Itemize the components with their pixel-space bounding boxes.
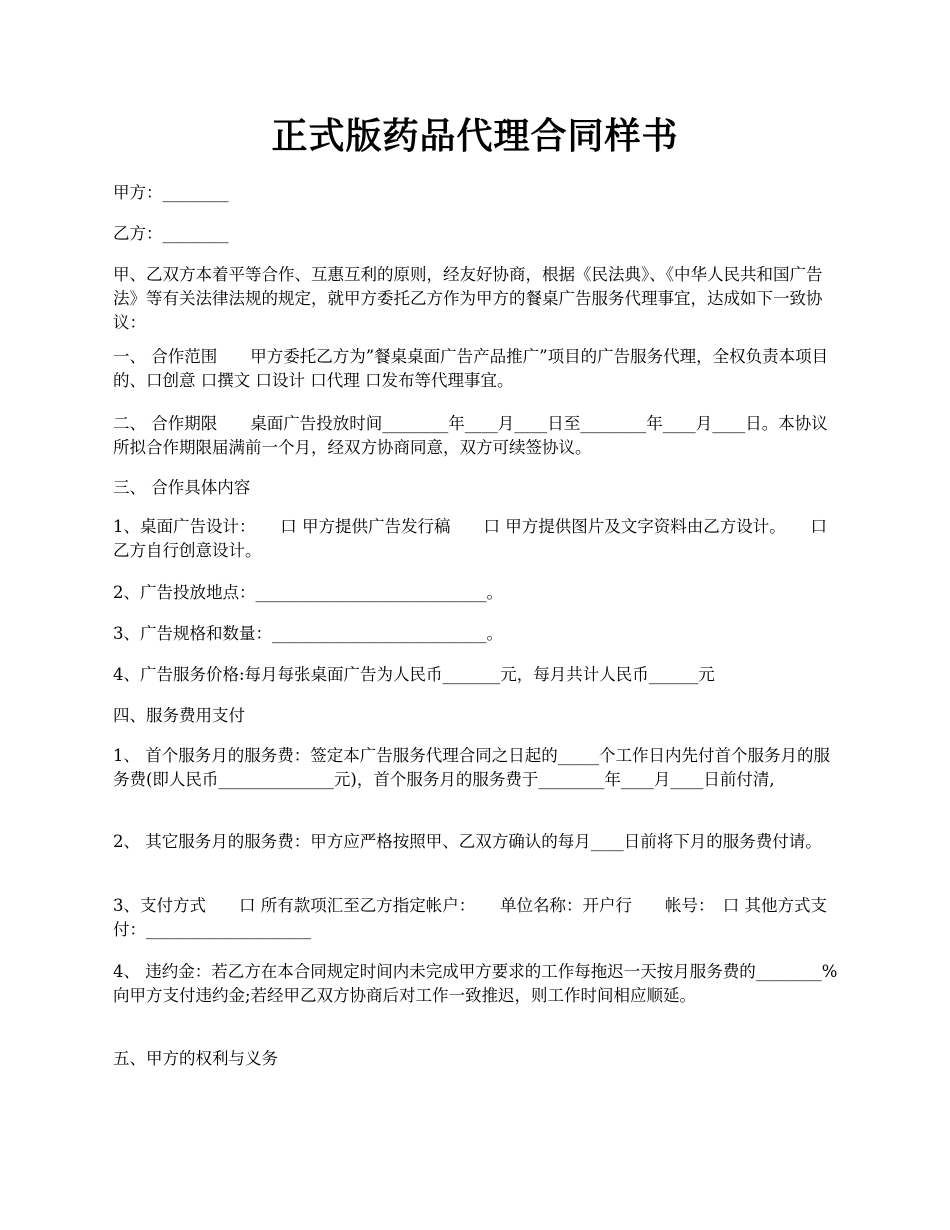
section-4-heading: 四、服务费用支付 <box>113 706 245 725</box>
section-4-item-1: 1、 首个服务月的服务费：签定本广告服务代理合同之日起的_____个工作日内先付首个服务月的服务费(即人民币______________元)，首个服务月的服务费于________年____月____日前付清, <box>113 746 830 789</box>
section-3-heading: 三、 合作具体内容 <box>113 478 251 497</box>
section-3-item-3: 3、广告规格和数量：__________________________。 <box>113 624 503 643</box>
section-4-item-2: 2、 其它服务月的服务费：甲方应严格按照甲、乙双方确认的每月____日前将下月的服务费付请。 <box>113 832 822 851</box>
intro-paragraph: 甲、乙双方本着平等合作、互惠互利的原则，经友好协商，根据《民法典》、《中华人民共和国广告法》等有关法律法规的规定，就甲方委托乙方作为甲方的餐桌广告服务代理事宜，达成如下一致协议： <box>113 265 823 332</box>
section-4-item-4: 4、 违约金：若乙方在本合同规定时间内未完成甲方要求的工作每拖迟一天按月服务费的________%向甲方支付违约金;若经甲乙双方协商后对工作一致推迟，则工作时间相应顺延。 <box>113 962 838 1005</box>
document-title: 正式版药品代理合同样书 <box>271 115 679 157</box>
party-b-line: 乙方：________ <box>113 224 229 243</box>
section-5-heading: 五、甲方的权利与义务 <box>113 1049 278 1068</box>
party-a-line: 甲方：________ <box>113 183 229 202</box>
section-2-term: 二、 合作期限 桌面广告投放时间________年____月____日至________年____月____日。本协议所拟合作期限届满前一个月，经双方协商同意，双方可续签协议。 <box>113 414 828 457</box>
section-3-item-4: 4、广告服务价格:每月每张桌面广告为人民币_______元，每月共计人民币______元 <box>113 665 715 684</box>
section-3-item-1: 1、桌面广告设计： 口 甲方提供广告发行稿 口 甲方提供图片及文字资料由乙方设计。 口 乙方自行创意设计。 <box>113 517 833 560</box>
section-4-item-3: 3、支付方式 口 所有款项汇至乙方指定帐户： 单位名称：开户行 帐号： 口 其他方式支付：____________________ <box>113 896 827 939</box>
section-1-scope: 一、 合作范围 甲方委托乙方为”餐桌桌面广告产品推广”项目的广告服务代理，全权负责本项目的、口创意 口撰文 口设计 口代理 口发布等代理事宜。 <box>113 347 829 390</box>
section-3-item-2: 2、广告投放地点：____________________________。 <box>113 583 503 602</box>
